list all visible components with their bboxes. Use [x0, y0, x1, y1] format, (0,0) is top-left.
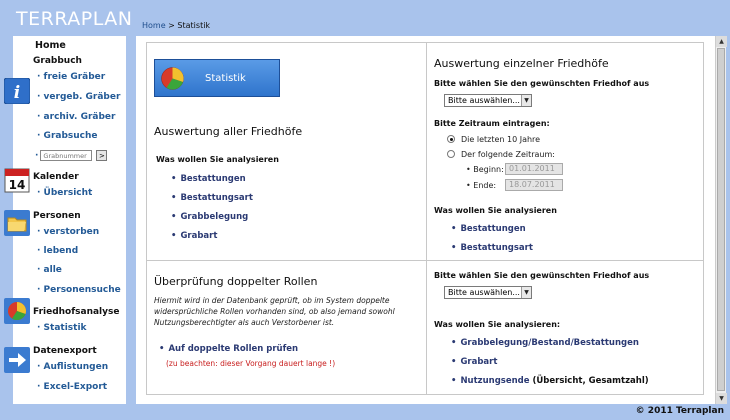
svg-text:i: i: [13, 83, 21, 103]
link-grabbelegung-bestand[interactable]: • Grabbelegung/Bestand/Bestattungen: [451, 338, 639, 348]
radio-last-10-years[interactable]: [447, 135, 455, 143]
statistik-header-button[interactable]: [154, 59, 280, 97]
link-check-duplicates[interactable]: • Auf doppelte Rollen prüfen: [159, 344, 298, 354]
grabnummer-search: [35, 150, 107, 161]
folder-icon: [4, 210, 30, 236]
panel-duplicates-description: Hiermit wird in der Datenbank geprüft, ob im System doppelte widersprüchliche Rollen vorhanden sind, ob also jemand sowohl Nutzungsberechtigter als auch Verstorbener ist.: [154, 296, 395, 327]
panel-all-title: Auswertung aller Friedhöfe: [154, 125, 303, 138]
sidebar-item-lebend[interactable]: · lebend: [37, 246, 79, 256]
arrow-right-icon: [4, 347, 30, 373]
grabnummer-input[interactable]: [40, 150, 92, 161]
panel-single-select-label: Bitte wählen Sie den gewünschten Friedhof aus: [434, 79, 650, 88]
begin-label: • Beginn:: [466, 165, 504, 174]
vertical-scrollbar[interactable]: [715, 36, 726, 404]
info-icon: [4, 78, 30, 104]
radio-last-10-years-label: Die letzten 10 Jahre: [461, 135, 541, 144]
sidebar-item-freie-graeber[interactable]: · freie Gräber: [37, 72, 106, 82]
sidebar-item-personensuche[interactable]: · Personensuche: [37, 285, 121, 295]
friedhof-select-top[interactable]: [444, 94, 532, 107]
friedhof-select-bottom-value: Bitte auswählen...: [448, 288, 520, 297]
breadcrumb-separator: >: [165, 21, 178, 30]
sidebar-item-verstorben[interactable]: · verstorben: [37, 227, 100, 237]
sidebar-section-personen: Personen: [33, 211, 81, 221]
sidebar-item-uebersicht[interactable]: · Übersicht: [37, 188, 93, 198]
sidebar-item-statistik[interactable]: · Statistik: [37, 323, 87, 333]
sidebar-section-grabbuch: Grabbuch: [33, 56, 82, 66]
link-single-bestattungen[interactable]: • Bestattungen: [451, 224, 526, 234]
sidebar-home-link[interactable]: Home: [35, 40, 66, 51]
link-all-bestattungen[interactable]: • Bestattungen: [171, 174, 246, 184]
scroll-down-icon[interactable]: ▼: [716, 393, 727, 404]
sidebar-section-friedhofsanalyse: Friedhofsanalyse: [33, 307, 120, 317]
begin-label-text: Beginn:: [473, 165, 504, 174]
main-content: [136, 36, 715, 404]
begin-date-input[interactable]: 01.01.2011: [505, 163, 563, 175]
end-date-input[interactable]: 18.07.2011: [505, 179, 563, 191]
panel-cemetery-question: Was wollen Sie analysieren:: [434, 320, 561, 329]
radio-custom-period-label: Der folgende Zeitraum:: [461, 150, 555, 159]
sidebar: [8, 36, 126, 404]
link-all-grabart[interactable]: • Grabart: [171, 231, 217, 241]
panel-single-question: Was wollen Sie analysieren: [434, 206, 557, 215]
period-label: Bitte Zeitraum eintragen:: [434, 119, 550, 128]
chevron-down-icon: ▼: [521, 95, 531, 106]
scroll-up-icon[interactable]: ▲: [716, 36, 727, 47]
statistics-grid: [146, 42, 704, 395]
pie-chart-icon: [4, 298, 30, 324]
link-cemetery-grabart[interactable]: • Grabart: [451, 357, 497, 367]
app-logo: TERRAPLAN: [16, 8, 133, 30]
link-nutzungsende-label: Nutzungsende: [460, 376, 530, 386]
end-label: • Ende:: [466, 181, 497, 190]
link-nutzungsende[interactable]: [451, 376, 649, 386]
calendar-icon: [4, 167, 30, 193]
sidebar-item-archiv-graeber[interactable]: · archiv. Gräber: [37, 112, 116, 122]
svg-text:14: 14: [8, 178, 26, 192]
grabnummer-search-button[interactable]: >: [96, 150, 107, 161]
radio-custom-period[interactable]: [447, 150, 455, 158]
end-label-text: Ende:: [473, 181, 497, 190]
breadcrumb-home-link[interactable]: Home: [142, 21, 166, 30]
link-all-grabbelegung[interactable]: • Grabbelegung: [171, 212, 248, 222]
panel-single-title: Auswertung einzelner Friedhöfe: [434, 57, 609, 70]
sidebar-item-grabsuche[interactable]: · Grabsuche: [37, 131, 98, 141]
sidebar-item-excel-export[interactable]: · Excel-Export: [37, 382, 108, 392]
pie-chart-icon: [159, 65, 186, 92]
nutzungsende-note: (Übersicht, Gesamtzahl): [529, 376, 649, 386]
friedhof-select-top-value: Bitte auswählen...: [448, 96, 520, 105]
link-all-bestattungsart[interactable]: • Bestattungsart: [171, 193, 253, 203]
panel-all-question: Was wollen Sie analysieren: [156, 155, 279, 164]
duplicates-warning: (zu beachten: dieser Vorgang dauert lange !): [166, 359, 336, 368]
breadcrumb: [142, 21, 210, 30]
grid-divider-horizontal: [147, 260, 703, 261]
sidebar-item-alle[interactable]: · alle: [37, 265, 62, 275]
breadcrumb-current: Statistik: [177, 21, 211, 30]
sidebar-item-auflistungen[interactable]: · Auflistungen: [37, 362, 109, 372]
sidebar-item-vergeb-graeber[interactable]: · vergeb. Gräber: [37, 92, 121, 102]
grid-divider-vertical: [426, 43, 427, 394]
grabnummer-bullet: ·: [35, 150, 39, 161]
statistik-header-label: Statistik: [205, 72, 246, 84]
chevron-down-icon: ▼: [521, 287, 531, 298]
panel-duplicates-title: Überprüfung doppelter Rollen: [154, 275, 318, 288]
panel-cemetery-select-label: Bitte wählen Sie den gewünschten Friedhof aus: [434, 271, 650, 280]
sidebar-section-datenexport: Datenexport: [33, 346, 97, 356]
sidebar-section-kalender: Kalender: [33, 172, 79, 182]
friedhof-select-bottom[interactable]: [444, 286, 532, 299]
link-single-bestattungsart[interactable]: • Bestattungsart: [451, 243, 533, 253]
scrollbar-thumb[interactable]: [717, 48, 725, 391]
footer-copyright: © 2011 Terraplan: [635, 406, 724, 416]
